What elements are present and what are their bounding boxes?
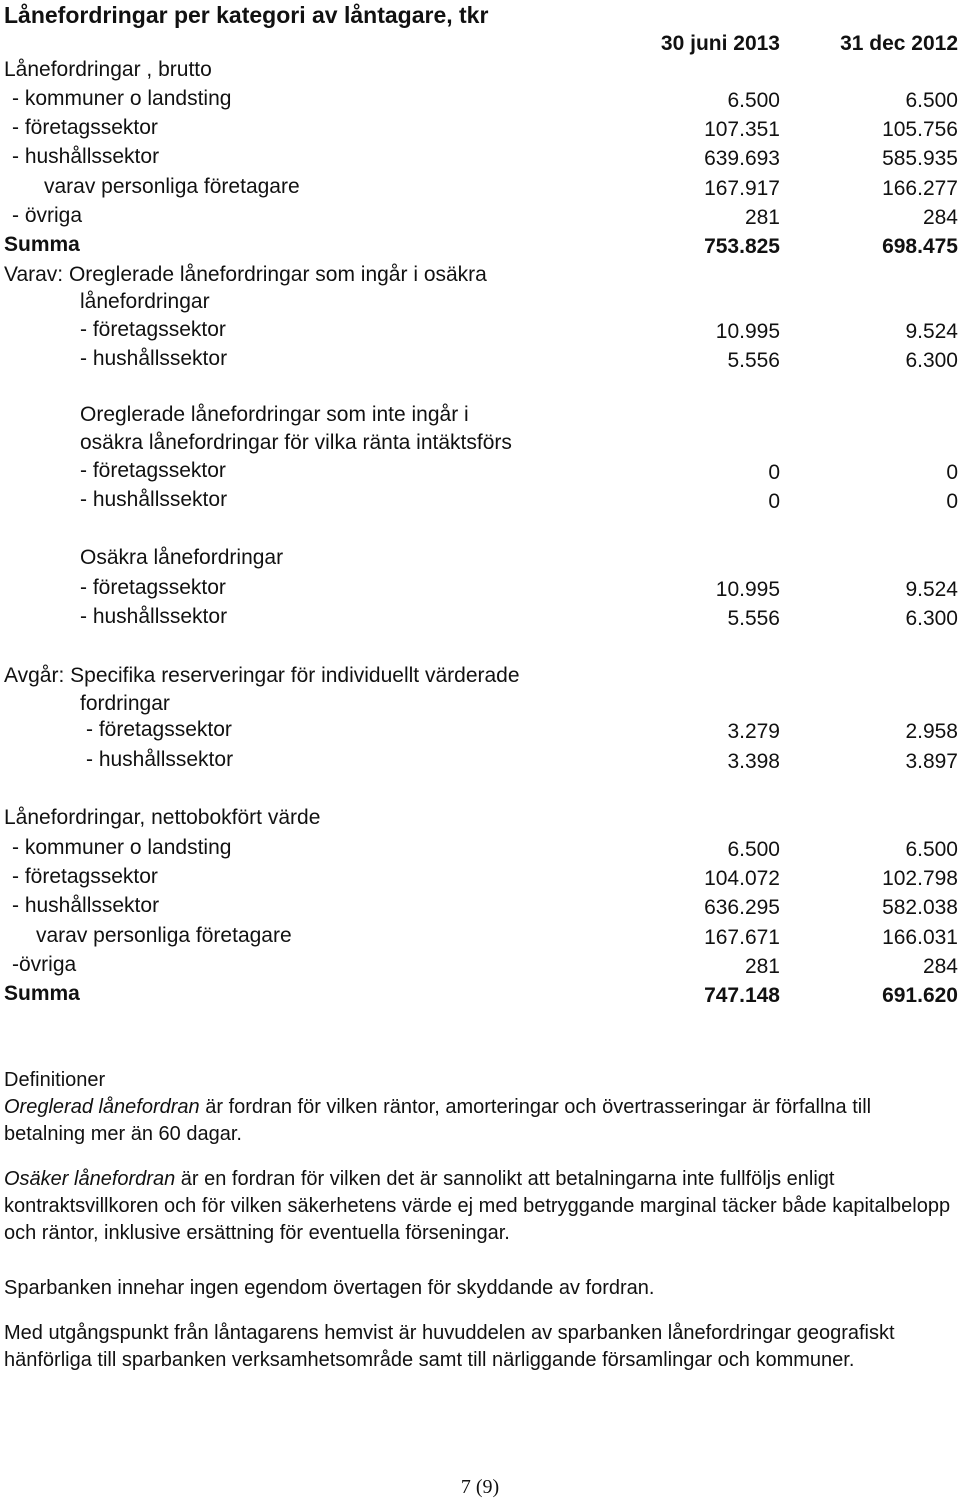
table-row — [0, 892, 960, 920]
row-label: Summa — [4, 982, 80, 1005]
value-jun-2013: 10.995 — [715, 578, 780, 601]
table-row — [0, 951, 960, 979]
value-dec-2012: 166.031 — [882, 926, 958, 949]
table-row — [0, 429, 960, 457]
definition-text: är fordran för vilken räntor, amorteringar och övertrasseringar är förfallna till betalning mer än 60 dagar. — [4, 1096, 872, 1145]
value-jun-2013: 107.351 — [704, 118, 780, 141]
row-label: - hushållssektor — [12, 145, 160, 168]
value-dec-2012: 3.897 — [905, 750, 958, 773]
value-jun-2013: 0 — [768, 461, 780, 484]
value-dec-2012: 2.958 — [905, 720, 958, 743]
value-dec-2012: 6.500 — [905, 89, 958, 112]
table-row — [0, 345, 960, 373]
table-row — [0, 804, 960, 832]
value-jun-2013: 0 — [768, 490, 780, 513]
value-dec-2012: 166.277 — [882, 177, 958, 200]
table-row — [0, 288, 960, 316]
value-dec-2012: 6.500 — [905, 838, 958, 861]
row-label: - företagssektor — [12, 865, 158, 888]
table-row — [0, 922, 960, 950]
table-row — [0, 746, 960, 774]
table-row — [0, 486, 960, 514]
table-row-total — [0, 980, 960, 1008]
row-label: Oreglerade lånefordringar som inte ingår i — [80, 403, 469, 426]
row-label: varav personliga företagare — [44, 175, 300, 198]
row-label: - kommuner o landsting — [12, 87, 232, 110]
table-row — [0, 316, 960, 344]
row-label: - företagssektor — [80, 576, 226, 599]
value-dec-2012: 9.524 — [905, 320, 958, 343]
row-label: fordringar — [80, 692, 170, 715]
term-osaker: Osäker lånefordran — [4, 1168, 176, 1190]
page-title: Lånefordringar per kategori av låntagare, tkr — [4, 2, 489, 28]
row-label: - företagssektor — [80, 459, 226, 482]
row-label: - hushållssektor — [86, 748, 234, 771]
row-label: - företagssektor — [12, 116, 158, 139]
row-label: Lånefordringar, nettobokfört värde — [4, 806, 321, 829]
value-jun-2013: 6.500 — [727, 89, 780, 112]
row-label: lånefordringar — [80, 290, 210, 313]
value-dec-2012: 105.756 — [882, 118, 958, 141]
value-jun-2013: 747.148 — [704, 984, 780, 1007]
value-dec-2012: 102.798 — [882, 867, 958, 890]
value-dec-2012: 582.038 — [882, 896, 958, 919]
table-row — [0, 834, 960, 862]
definition-text: är en fordran för vilken det är sannolikt att betalningarna inte fullföljs enligt kontraktsvillkoren och för vilken säkerhetens värde ej med betryggande marginal täcker både kapitalbelopp och räntor, inklusive ersättning för eventuella förseningar. — [4, 1168, 951, 1244]
table-row — [0, 544, 960, 572]
paragraph-egendom: Sparbanken innehar ingen egendom övertagen för skyddande av fordran. — [4, 1277, 655, 1299]
value-dec-2012: 9.524 — [905, 578, 958, 601]
value-dec-2012: 0 — [946, 461, 958, 484]
value-dec-2012: 698.475 — [882, 235, 958, 258]
row-label: - hushållssektor — [12, 894, 160, 917]
table-row — [0, 85, 960, 113]
value-jun-2013: 5.556 — [727, 607, 780, 630]
value-jun-2013: 753.825 — [704, 235, 780, 258]
definitions-heading: Definitioner — [4, 1069, 106, 1091]
table-row — [0, 401, 960, 429]
definition-oreglerad — [4, 1094, 954, 1148]
value-dec-2012: 0 — [946, 490, 958, 513]
table-row — [0, 261, 960, 289]
row-label: - hushållssektor — [80, 605, 228, 628]
table-row — [0, 662, 960, 690]
row-label: - övriga — [12, 204, 83, 227]
table-row-total — [0, 231, 960, 259]
row-label: - kommuner o landsting — [12, 836, 232, 859]
table-row — [0, 56, 960, 84]
value-dec-2012: 691.620 — [882, 984, 958, 1007]
row-label: - hushållssektor — [80, 347, 228, 370]
row-label: osäkra lånefordringar för vilka ränta intäktsförs — [80, 431, 512, 454]
row-label: - företagssektor — [80, 318, 226, 341]
row-label: - hushållssektor — [80, 488, 228, 511]
definition-osaker — [4, 1166, 954, 1247]
table-row — [0, 173, 960, 201]
value-jun-2013: 3.398 — [727, 750, 780, 773]
value-dec-2012: 585.935 — [882, 147, 958, 170]
row-label: Summa — [4, 233, 80, 256]
table-row — [0, 690, 960, 718]
table-row — [0, 863, 960, 891]
value-dec-2012: 6.300 — [905, 349, 958, 372]
value-jun-2013: 167.917 — [704, 177, 780, 200]
value-dec-2012: 6.300 — [905, 607, 958, 630]
value-jun-2013: 281 — [744, 206, 780, 229]
table-row — [0, 716, 960, 744]
row-label: Lånefordringar , brutto — [4, 58, 212, 81]
term-oreglerad: Oreglerad lånefordran — [4, 1096, 200, 1118]
table-row — [0, 114, 960, 142]
table-row — [0, 202, 960, 230]
row-label: varav personliga företagare — [36, 924, 292, 947]
value-dec-2012: 284 — [922, 206, 958, 229]
column-header-jun-2013: 30 juni 2013 — [660, 32, 780, 55]
row-label: Osäkra lånefordringar — [80, 546, 284, 569]
table-row — [0, 574, 960, 602]
row-label: - företagssektor — [86, 718, 232, 741]
row-label: -övriga — [12, 953, 77, 976]
value-jun-2013: 3.279 — [727, 720, 780, 743]
value-jun-2013: 639.693 — [704, 147, 780, 170]
value-dec-2012: 284 — [922, 955, 958, 978]
table-row — [0, 603, 960, 631]
value-jun-2013: 636.295 — [704, 896, 780, 919]
page-number: 7 (9) — [460, 1476, 500, 1498]
value-jun-2013: 6.500 — [727, 838, 780, 861]
value-jun-2013: 167.671 — [704, 926, 780, 949]
value-jun-2013: 5.556 — [727, 349, 780, 372]
paragraph-hemvist: Med utgångspunkt från låntagarens hemvist är huvuddelen av sparbanken lånefordringar geografiskt hänförliga till sparbanken verksamhetsområde samt till närliggande församlingar och kommuner. — [4, 1322, 895, 1371]
column-header-dec-2012: 31 dec 2012 — [840, 32, 958, 55]
row-label: Avgår: Specifika reserveringar för individuellt värderade — [4, 664, 520, 687]
value-jun-2013: 281 — [744, 955, 780, 978]
row-label: Varav: Oreglerade lånefordringar som ingår i osäkra — [4, 263, 487, 286]
value-jun-2013: 104.072 — [704, 867, 780, 890]
value-jun-2013: 10.995 — [715, 320, 780, 343]
table-row — [0, 143, 960, 171]
table-row — [0, 457, 960, 485]
